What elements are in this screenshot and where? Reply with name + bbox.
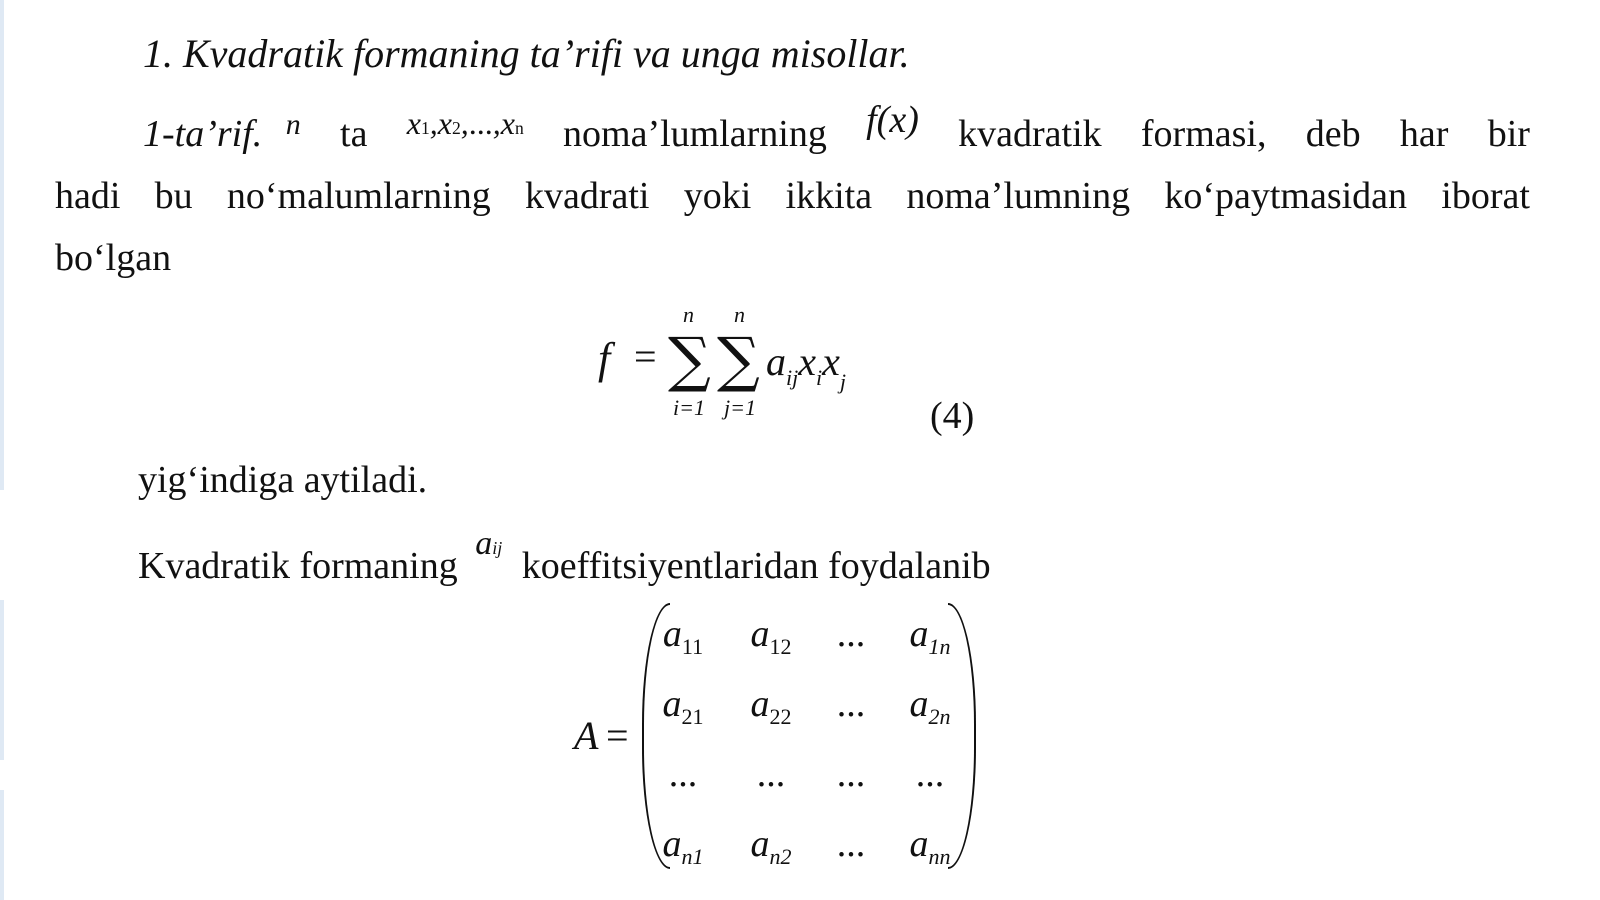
matrix-cell-1-2: $a_{12}$ <box>750 613 792 659</box>
matrix-cell-1-1: $a_{11}$ <box>662 613 704 659</box>
word: har <box>1399 113 1449 155</box>
word: hadi <box>55 175 121 217</box>
matrix-name: A <box>574 713 599 758</box>
definition-line-1 <box>55 99 1530 156</box>
word: ikkita <box>785 175 873 217</box>
matrix-cell-2-3: ... <box>836 683 866 725</box>
matrix-cell-3-4: ... <box>915 753 945 795</box>
word: kvadratik <box>958 113 1102 155</box>
formula-lhs: f <box>598 334 611 383</box>
left-edge-strip <box>0 790 4 900</box>
matrix-cell-3-3: ... <box>836 753 866 795</box>
definition-line-2 <box>55 174 1530 218</box>
word: iborat <box>1441 175 1530 217</box>
word: kvadrati <box>524 175 650 217</box>
sigma-upper-n: n <box>683 302 694 327</box>
coef-aij: aij <box>475 525 503 562</box>
matrix-cell-1-4: $a_{1n}$ <box>909 613 951 659</box>
definition-label: 1-ta’rif. <box>143 113 263 155</box>
function-fx: f(x) <box>866 99 919 141</box>
coefficient-sentence: Kvadratik formaning aij koeffitsiyentlaridan foydalanib <box>138 525 991 587</box>
word: deb <box>1305 113 1361 155</box>
left-edge-strip <box>0 600 4 760</box>
sigma-lower-i: i=1 <box>673 395 705 420</box>
sigma-upper-n: n <box>734 302 745 327</box>
formula-term: $a_{ij}x_ix_j$ <box>766 339 847 394</box>
sigma-lower-j: j=1 <box>724 395 756 420</box>
word-ta: ta <box>340 113 368 155</box>
definition-line-3: bo‘lgan <box>55 237 172 279</box>
matrix-cell-4-4: $a_{nn}$ <box>909 823 951 869</box>
matrix-cell-4-2: $a_{n2}$ <box>750 823 792 869</box>
word: yoki <box>683 175 752 217</box>
variables-list: x1,x2,...,xn <box>406 105 524 141</box>
section-heading: 1. Kvadratik formaning ta’rifi va unga misollar. <box>143 31 910 76</box>
matrix-cell-4-3: ... <box>836 823 866 865</box>
matrix-cell-1-3: ... <box>836 613 866 655</box>
sigma-j-symbol: ∑ <box>717 325 760 395</box>
left-edge-strip <box>0 0 4 490</box>
word: formasi, <box>1140 113 1267 155</box>
matrix-cell-2-2: $a_{22}$ <box>750 683 792 729</box>
matrix-cell-4-1: $a_{n1}$ <box>662 823 704 869</box>
matrix-cell-3-1: ... <box>668 753 698 795</box>
sigma-i-symbol: ∑ <box>668 325 711 395</box>
word-nomalumlarning: noma’lumlarning <box>563 113 827 155</box>
matrix-cell-2-1: $a_{21}$ <box>662 683 704 729</box>
word: noma’lumning <box>906 175 1131 217</box>
matrix-cell-3-2: ... <box>756 753 786 795</box>
after-formula-text: yig‘indiga aytiladi. <box>138 459 428 501</box>
formula-equals: = <box>634 334 657 379</box>
equation-number: (4) <box>930 395 975 437</box>
word: bu <box>154 175 193 217</box>
word: bir <box>1487 113 1530 155</box>
matrix-cell-2-4: $a_{2n}$ <box>909 683 951 729</box>
matrix-equals: = <box>606 713 629 758</box>
word: ko‘paytmasidan <box>1164 175 1408 217</box>
word: no‘malumlarning <box>226 175 491 217</box>
var-n: n <box>285 108 301 141</box>
